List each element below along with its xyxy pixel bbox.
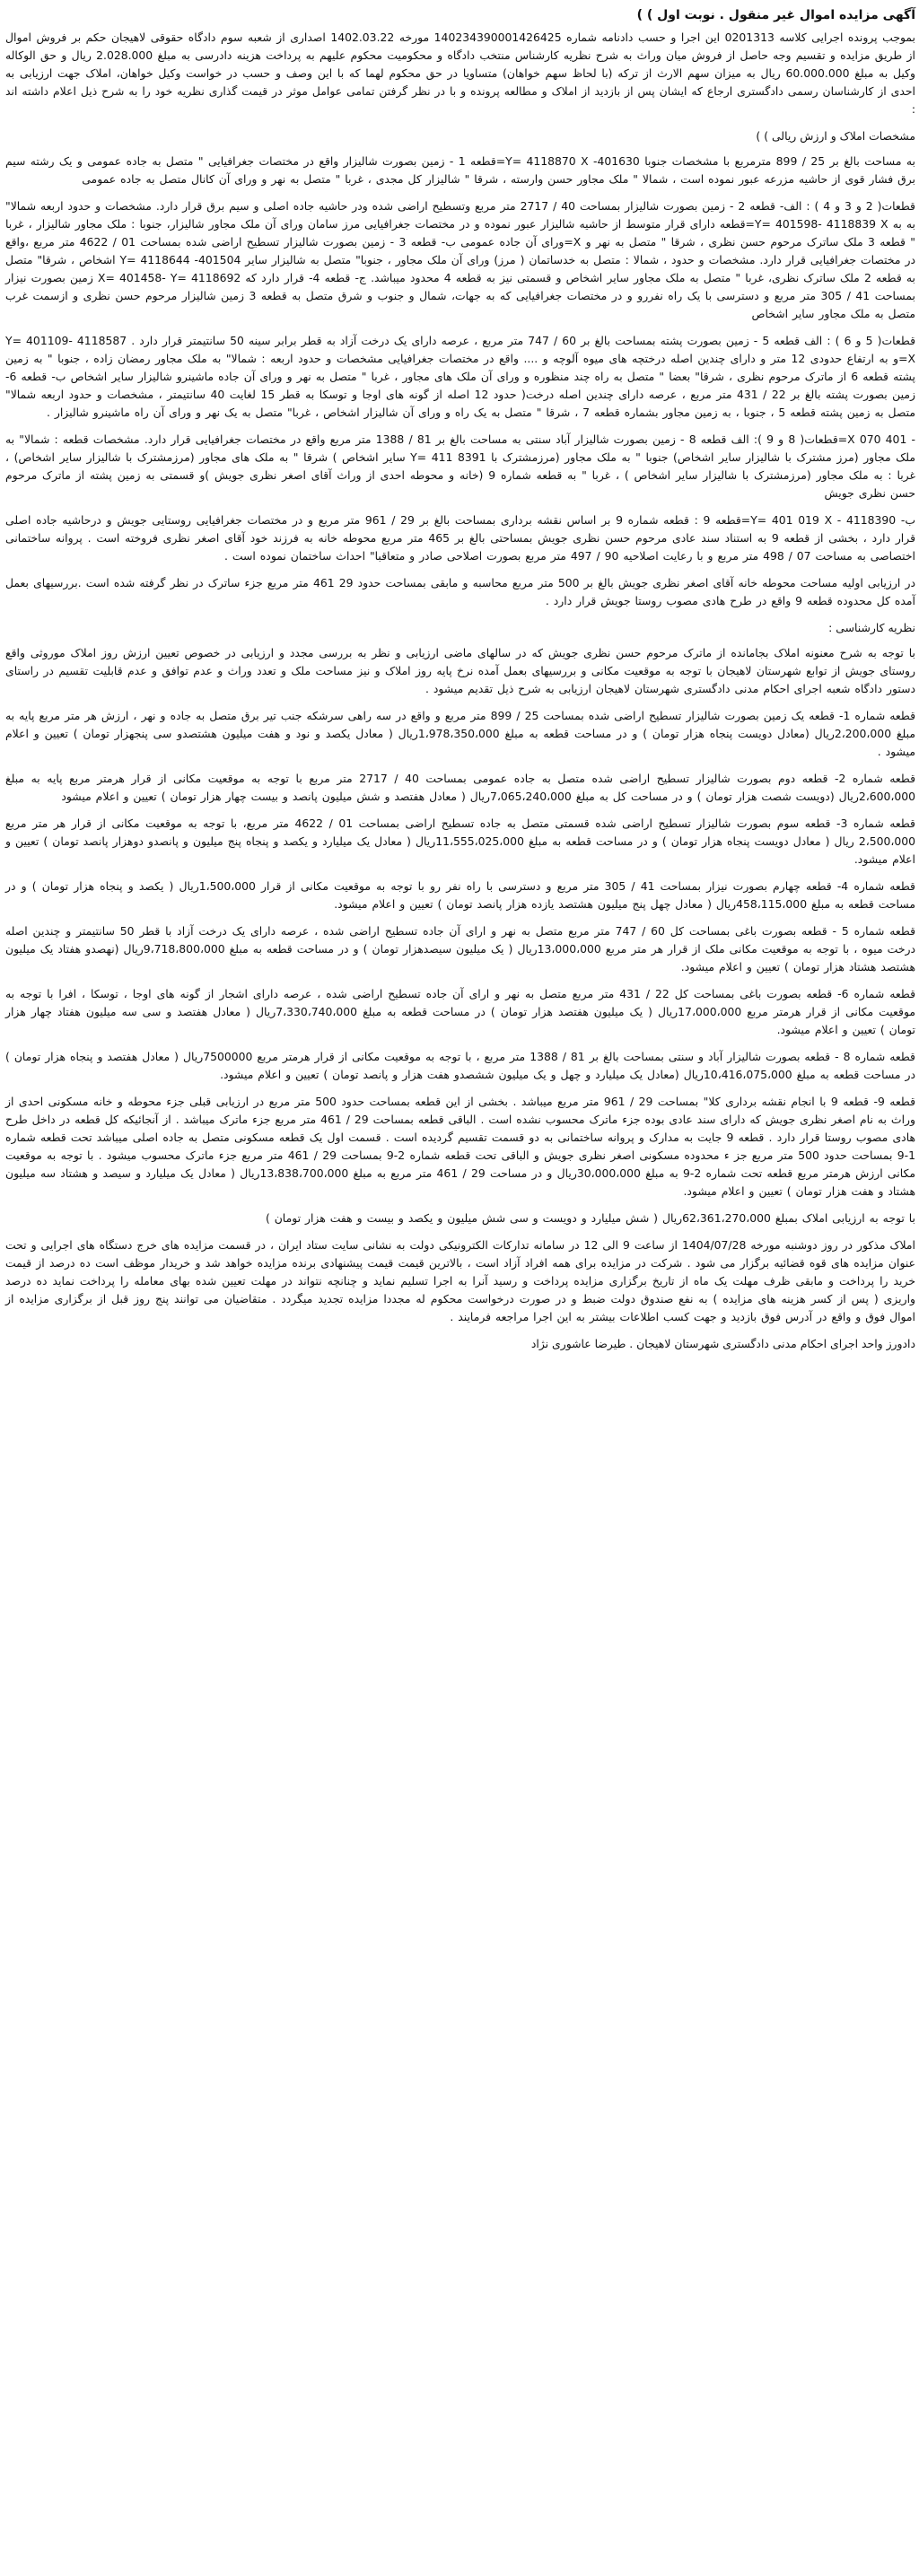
expert-paragraph: قطعه شماره 3- قطعه سوم بصورت شالیزار تسطیح اراضی شده قسمتی متصل به جاده تسطیح اراضی بمساحت 01 / 4622 متر مربع، با توجه به موقعیت مکانی از قرار هر متر مربع 2،500،000 ریال ( معادل دویست پنجاه هزار تومان ) و در مساحت قطعه به مبلغ 11،555،025،000ریال ( معادل یک میلیارد و یکصد و پنجاه پنج میلیون و پانصدو دوهزار پانصد تومان ) تعیین و اعلام میشود. xyxy=(5,816,915,866)
auction-terms-paragraph: املاک مذکور در روز دوشنبه مورخه 1404/07/28 از ساعت 9 الی 12 در سامانه تدارکات الکترونیکی دولت به نشانی سایت ستاد ایران ، در قسمت مزایده های خرج دستگاه های اجرایی و تحت عنوان مزایده های قوه قضائیه برگزار می شود . شرکت در مزایده برای همه افراد آزاد است ، بالاترین قیمت قیمت پیشنهادی برنده مزایده خواهد شد و خریدار موظف است ده درصد از قیمت خرید را پرداخت و مابقی ظرف مهلت یک ماه از تاریخ برگزاری مزایده پرداخت و رسید آنرا به اجرا تسلیم نماید و چنانچه نتواند در مهلت تعیین شده بهای معامله را پرداخت نماید ده درصد واریزی ( پس از کسر هزینه های مزایده ) به نفع صندوق دولت ضبط و در صورت درخواست محکوم له مجددا مزایده تجدید میگردد . متقاضیان می توانند پنج روز قبل از برگزاری مزایده از اموال فوق و واقع در آدرس فوق بازدید و جهت کسب اطلاعات بیشتر به این اجرا مراجعه فرمایند . xyxy=(5,1238,916,1323)
expert-paragraph: قطعه شماره 1- قطعه یک زمین بصورت شالیزار تسطیح اراضی شده بمساحت 25 / 899 متر مربع و واقع در سه راهی سرشکه جنب تیر برق متصل به جاده و نهر ، ارزش هر متر مربع پایه به مبلغ 2،200،000ریال (معادل دویست پنجاه هزار تومان ) و در مساحت قطعه به مبلغ 1،978،350،000ریال ( معادل یکصد و نود و هفت میلیون هشتصدو سی پنجهزار تومان ) تعیین و اعلام میشود . xyxy=(5,709,915,758)
section-heading-expert: نظریه کارشناسی : xyxy=(828,621,915,634)
expert-paragraph: قطعه 9- قطعه 9 با انجام نقشه برداری کلا" بمساحت 29 / 961 متر مربع میباشد . بخشی از این قطعه بمساحت حدود 500 متر مربع در ارزیابی قبلی جزء محوطه و خانه مسکونی احدی از وراث به نام اصغر نظری جویش که دارای سند عادی بوده جزء ماترک محسوب نشده است . الباقی قطعه بمساحت 29 / 461 متر مربع جزء ماترک میباشد . از آنجائیکه کل قطعه در داخل طرح هادی مصوب روستا قرار دارد . قطعه 9 جایت به مدارک و پروانه ساختمانی به دو قسمت تقسیم گردیده است . قسمت اول یک قطعه مسکونی متصل به جاده اصلی میباشد تحت قطعه شماره 1-9 بمساحت حدود 500 متر مربع جز ء محدوده مسکونی اصغر نظری جویش و الباقی تحت قطعه شماره 2-9 بمساحت 29 / 461 متر مربع جزء ماترک محسوب میشود . با توجه به موقعیت مکانی ارزش هرمتر مربع قطعه تحت شماره 2-9 به مبلغ 30،000،000ریال و در مساحت 29 / 461 متر مربع به مبلغ 13،838،700،000ریال ( معادل یک میلیارد و سیصد و هشتاد سه میلیون هشتاد و هفت هزار تومان ) تعیین و اعلام میشود. xyxy=(5,1095,916,1198)
spec-paragraph: به مساحت بالغ بر 25 / 899 مترمربع با مشخصات جنوبا 401630- Y= 4118870 X=قطعه 1 - زمین بصورت شالیزار واقع در مختصات جغرافیایی " متصل به جاده عمومی و یک رشته سیم برق فشار قوی از حاشیه مزرعه عبور نموده است ، شمالا " ملک مجاور حسن وارسته ، شرقا " شالیزار کل مجدی ، غربا " متصل به نهر و ورای آن کانال متصل به جاده عمومی xyxy=(5,154,915,186)
expert-paragraph: قطعه شماره 4- قطعه چهارم بصورت نیزار بمساحت 41 / 305 متر مربع و دسترسی با راه نفر رو با توجه به موقعیت مکانی از قرار 1،500،000ریال ( یکصد و پنجاه هزار تومان ) و در مساحت قطعه به مبلغ 458،115،000ریال ( معادل چهل پنج میلیون هشتصد یازده هزار پانصد تومان ) تعیین و اعلام میشود. xyxy=(5,879,915,911)
total-value-paragraph: با توجه به ارزیابی املاک بمبلغ 62،361،270،000ریال ( شش میلیارد و دویست و سی شش میلیون و یکصد و بیست و هفت هزار تومان ) xyxy=(265,1211,915,1225)
intro-paragraph: بموجب پرونده اجرایی کلاسه 0201313 این اجرا و حسب دادنامه شماره 140234390001426425 مورخه 1402.03.22 اصداری از شعبه سوم دادگاه حقوقی لاهیجان حکم بر فروش اموال از طریق مزایده و تقسیم وجه حاصل از فروش میان وراث به شرح نظریه کارشناس منتخب دادگاه و محکومیت محکوم علیهم به پرداخت هزینه دادرسی به مبلغ 2.028.000 ریال و حق الوکاله وکیل به مبلغ 60.000.000 ریال به میزان سهم الارث از ترکه (با لحاظ سهم خواهان) متساویا در حق محکوم لهما که با این وصف و حسب در خواست وکیل خواهان، املاک جهت ارزیابی به احدی از کارشناسان رسمی دادگستری ارجاع که ایشان پس از بازدید از املاک و مطالعه پرونده و با در نظر گرفتن تمامی عوامل موثر در قیمت گذاری نظریه خود را به شرح ذیل اعلام داشته اند : xyxy=(5,31,915,116)
expert-paragraph: قطعه شماره 5 - قطعه بصورت باغی بمساحت کل 60 / 747 متر مربع متصل به نهر و ارای آن جاده تسطیح اراضی شده ، عرصه دارای یک درخت آزاد با قطر 50 سانتیمتر و چندین اصله درخت میوه ، با توجه به موقعیت مکانی ملک از قرار هر متر مربع 13،000،000ریال ( یک میلیون سیصدهزار تومان ) و در مساحت قطعه به مبلغ 9،718،800،000ریال (نهصدو هفتاد یک میلیون هشتصد هشتاد هزار تومان ) تعیین و اعلام میشود. xyxy=(5,924,916,974)
notice-title: آگهی مزایده اموال غیر منقول . نوبت اول ) ) xyxy=(636,8,915,22)
expert-paragraph: قطعه شماره 6- قطعه بصورت باغی بمساحت کل 22 / 431 متر مربع متصل به نهر و ارای آن جاده تسطیح اراضی شده ، عرصه دارای اشجار از گونه های اوجا ، توسکا ، افرا با توجه به موقعیت مکانی از قرار هرمتر مربع 17،000،000ریال ( یک میلیون هفتصد هزار تومان ) در مساحت قطعه به مبلغ 7،330،740،000ریال ( معادل هفتصد و سی سه میلیون هفتاد چهار هزار تومان ) تعیین و اعلام میشود. xyxy=(5,987,915,1036)
signature-line: دادورز واحد اجرای احکام مدنی دادگستری شهرستان لاهیجان . طیرضا عاشوری نژاد xyxy=(530,1337,915,1350)
expert-paragraph: قطعه شماره 8 - قطعه بصورت شالیزار آباد و سنتی بمساحت بالغ بر 81 / 1388 متر مربع ، با توجه به موقعیت مکانی از قرار هرمتر مربع 7500000ریال ( معادل هفتصد و پنجاه هزار تومان ) در مساحت قطعه به مبلغ 10،416،075،000ریال (معادل یک میلیارد و چهل و یک میلیون ششصدو هفت هزار و پانصد تومان ) تعیین و اعلام میشود. xyxy=(5,1050,915,1081)
expert-paragraph: قطعه شماره 2- قطعه دوم بصورت شالیزار تسطیح اراضی شده متصل به جاده عمومی بمساحت 40 / 2717 متر مربع با توجه به موقعیت مکانی از قرار هرمتر مربع پایه به مبلغ 2،600،000ریال (دویست شصت هزار تومان ) و در مساحت کل به مبلغ 7،065،240،000ریال ( معادل هفتصد و شش میلیون پانصد و بیست چهار هزار تومان ) تعیین و اعلام میشود xyxy=(5,772,915,803)
spec-paragraph: قطعات( 2 و 3 و 4 ) : الف- قطعه 2 - زمین بصورت شالیزار بمساحت 40 / 2717 متر مربع وتسطیح اراضی شده ودر حاشیه جاده اصلی و سیم برق قرار دارد. مشخصات و حدود اربعه شمالا" به به Y= 401598- 4118839 X=قطعه دارای قرار متوسط از حاشیه شالیزار عبور نموده و در مختصات جغرافیایی مرز سامان ورای آن ملک مجاور شالیزار، جنوبا : ملک مجاور شالیزار ، غربا " قطعه 3 ملک ساترک مرحوم حسن نظری ، شرقا " متصل به نهر و X=ورای آن جاده عمومی ب- قطعه 3 - زمین بصورت شالیزار تسطیح اراضی شده بمساحت 01 / 4622 متر مربع ،واقع در مختصات جغرافیایی قرار دارد. مشخصات و حدود ، شمالا : متصل به خدساتمان ( مرز) ورای آن ملک مجاور ، جنوبا" متصل به شالیزار سایر 401504- Y= 4118644 اشخاص ، شرقا" متصل به قطعه 2 ملک ساترک نظری، غربا " متصل به ملک مجاور سایر اشخاص و قسمتی نیز به قطعه 4 محدود میباشد. ج- قطعه 4- قرار دارد که X= 401458- Y= 4118692 زمین بصورت نیزار بمساحت 41 / 305 متر مربع و دسترسی با یک راه نفررو و در مختصات جغرافیایی که به جهات، شمال و جنوب و شرق متصل به قطعه 3 زمین شالیزار مرحوم حسن نظری و ازسمت غرب متصل به ملک مجاور سایر اشخاص xyxy=(5,199,916,320)
expert-paragraph: با توجه به شرح معنونه املاک بجامانده از ماترک مرحوم حسن نظری جویش که در سالهای ماضی ارزیابی و نظر به بررسی مجدد و ارزیابی در خصوص تعیین ارزش روز املاک موروثی واقع روستای جویش از توابع شهرستان لاهیجان با توجه به موقعیت مکانی و بررسیهای بعمل آمده نرخ پایه روز املاک و نیز مساحت ملک و تعدد وراث و عدم توافق و عدم قابلیت تقسیم در راستای دستور دادگاه شعبه اجرای احکام مدنی دادگستری شهرستان لاهیجان ارزیابی به شرح ذیل تقدیم میشود . xyxy=(5,646,915,695)
spec-paragraph: ب- 4118390 - Y= 401 019 X=قطعه 9 : قطعه شماره 9 بر اساس نقشه برداری بمساحت بالغ بر 29 / 961 متر مربع و در مختصات جغرافیایی روستایی جویش و درحاشیه جاده اصلی قرار دارد ، بخشی از قطعه 9 به استناد سند عادی مرحوم حسن نظری جویش بمساحتی بالغ بر 465 متر مربع محوطه خانه به فرزند خود آقای اصغر نظری فروخته است . پروانه ساختمانی اختصاصی به مساحت 07 / 498 متر مربع و با رعایت اصلاحیه 90 / 497 متر مربع بصورت اصلاحی صادر و متعاقبا" احداث ساختمان نموده است . xyxy=(5,513,916,563)
spec-paragraph: - 401 070 X=قطعات( 8 و 9 ): الف قطعه 8 - زمین بصورت شالیزار آباد سنتی به مساحت بالغ بر 81 / 1388 متر مربع واقع در مختصات جغرافیایی قرار دارد. مشخصات قطعه : شمالا" به ملک مجاور (مرز مشترک با شالیزار سایر اشخاص) جنوبا " به ملک مجاور (مرزمشترک با 8391 Y= 411 سایر اشخاص ) شرقا " به ملک های مجاور (مرزمشترک با شالیزار سایر اشخاص) ، غربا : به ملک مجاور (مرزمشترک با شالیزار سایر اشخاص ) ، غربا " به قطعه شماره 9 (خانه و محوطه احدی از وراث آقای اصغر نظری جویش )و قسمتی به زمین پشته از ماترک مرحوم حسن نظری جویش xyxy=(5,432,915,500)
section-heading-specs: مشخصات املاک و ارزش ریالی ) ) xyxy=(756,129,915,143)
spec-paragraph: در ارزیابی اولیه مساحت محوطه خانه آقای اصغر نظری جویش بالغ بر 500 متر مربع محاسبه و مابقی بمساحت حدود 29 461 متر مربع جزء ساترک در نظر گرفته شده است .بررسیهای بعمل آمده کل محدوده قطعه 9 واقع در طرح هادی مصوب روستا جویش قرار دارد . xyxy=(5,576,915,607)
spec-paragraph: قطعات( 5 و 6 ) : الف قطعه 5 - زمین بصورت پشته بمساحت بالغ بر 60 / 747 متر مربع ، عرصه دارای یک درخت آزاد به قطر برابر سینه 50 سانتیمتر قرار دارد . Y= 401109- 4118587 X=و به ارتفاع حدودی 12 متر و دارای چندین اصله درختچه های میوه آلوچه و .... واقع در مختصات جغرافیایی مشخصات و حدود اربعه : شمالا" به ملک مجاور رمضان زاده ، جنوبا " به زمین پشته قطعه 6 از ماترک مرحوم نظری ، شرقا" بعضا " متصل به راه چند منظوره و ورای آن ملک های مجاور ، غربا " متصل به نهر و ورای آن جاده ماشینرو شالیزار سایر اشخاص ب- قطعه 6- زمین بصورت پشته بالغ بر 22 / 431 متر مربع ، عرصه دارای چندین اصله درخت( حدود 12 اصله از گونه های اوجا و توسکا به قطر 15 لغایت 40 سانتیمتر ، مشخصات و حدود اربعه شمالا" متصل به زمین پشته قطعه 5 ، جنوبا ، به زمین مجاور بشماره قطعه 7 ، شرقا " متصل به یک راه و ورای آن شالیزار اشخاص ، غربا" متصل به یک نهر و ورای آن راه ماشینرو شالیزار . xyxy=(5,334,915,419)
